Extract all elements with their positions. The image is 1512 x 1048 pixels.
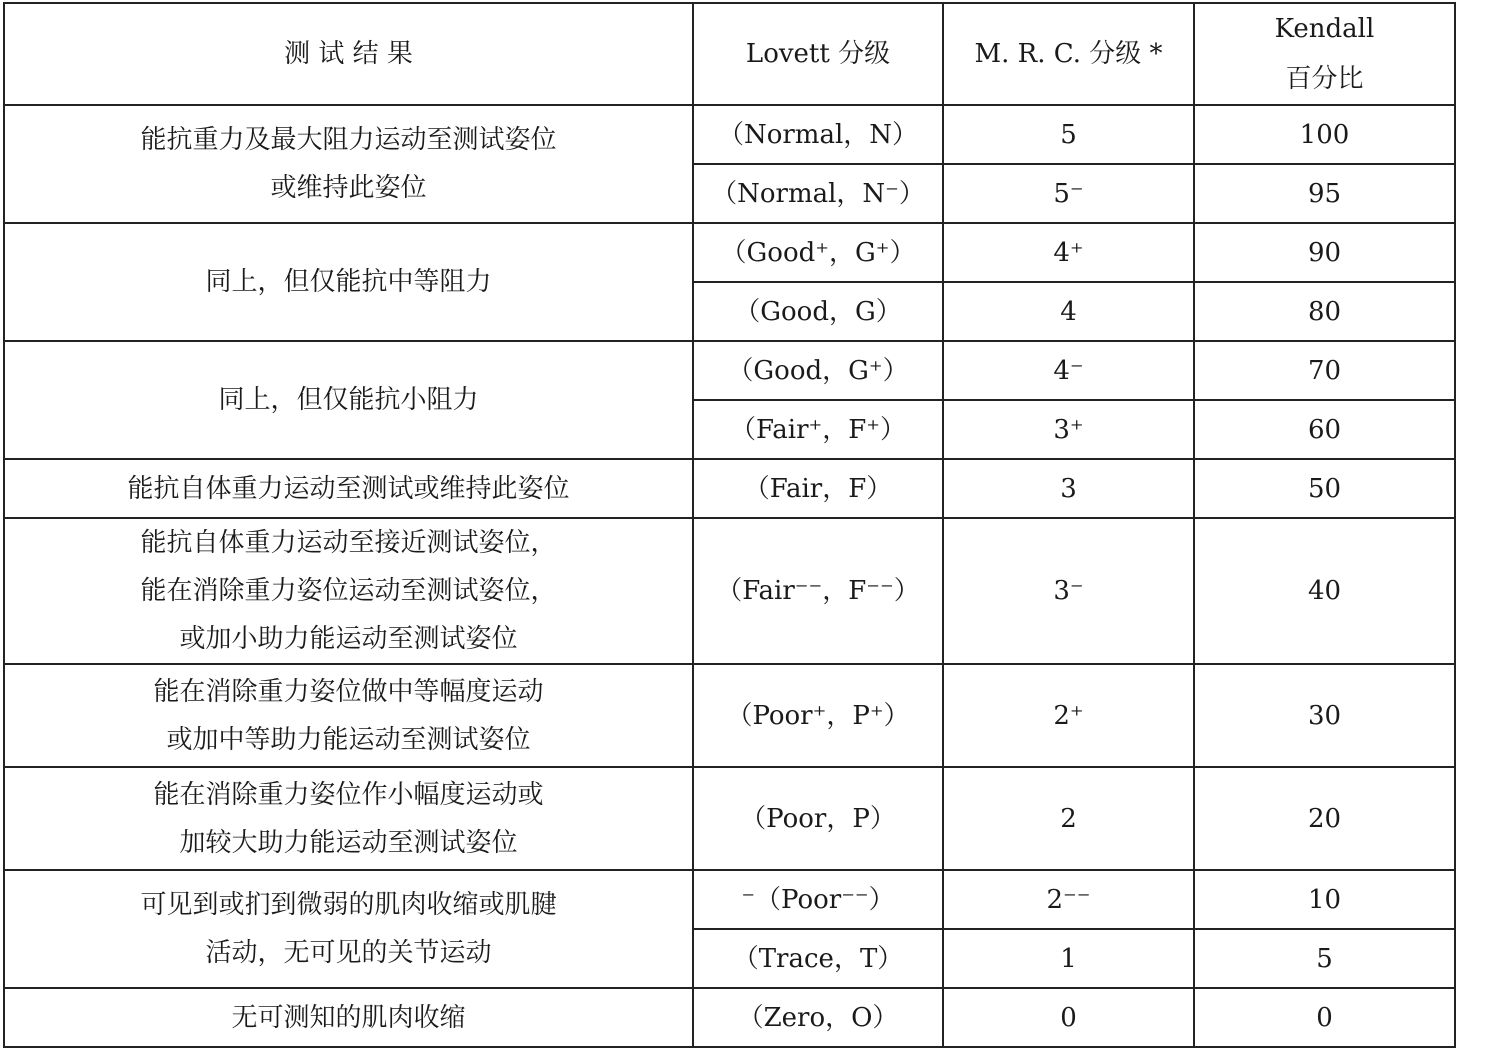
table-row: [4, 988, 1455, 1047]
kendall-cell: 40: [1194, 518, 1455, 664]
test-result-cell: 能在消除重力姿位作小幅度运动或 加较大助力能运动至测试姿位: [4, 767, 693, 870]
header-lovett-grade: Lovett 分级: [693, 3, 943, 105]
lovett-cell: （Poor，P）: [693, 767, 943, 870]
lovett-cell: （Trace，T）: [693, 929, 943, 988]
kendall-cell: 95: [1194, 164, 1455, 223]
table-row: [4, 664, 1455, 767]
mrc-cell: 3: [943, 459, 1194, 518]
table-row: [4, 223, 1455, 282]
test-result-cell: 能抗重力及最大阻力运动至测试姿位 或维持此姿位: [4, 105, 693, 223]
mrc-cell: 4⁻: [943, 341, 1194, 400]
lovett-cell: （Normal，N⁻）: [693, 164, 943, 223]
muscle-grading-table: [3, 2, 1456, 1048]
lovett-cell: ⁻（Poor⁻⁻）: [693, 870, 943, 929]
test-result-cell: 能抗自体重力运动至测试或维持此姿位: [4, 459, 693, 518]
test-result-cell: 无可测知的肌肉收缩: [4, 988, 693, 1047]
kendall-cell: 60: [1194, 400, 1455, 459]
lovett-cell: （Good，G⁺）: [693, 341, 943, 400]
lovett-cell: （Poor⁺，P⁺）: [693, 664, 943, 767]
mrc-cell: 2⁺: [943, 664, 1194, 767]
table-row: [4, 767, 1455, 870]
table-row: [4, 341, 1455, 400]
table-row: [4, 870, 1455, 929]
kendall-cell: 70: [1194, 341, 1455, 400]
mrc-cell: 3⁻: [943, 518, 1194, 664]
header-mrc-grade: M. R. C. 分级 *: [943, 3, 1194, 105]
kendall-cell: 100: [1194, 105, 1455, 164]
header-row: [4, 3, 1455, 105]
mrc-cell: 4⁺: [943, 223, 1194, 282]
kendall-cell: 90: [1194, 223, 1455, 282]
mrc-cell: 5⁻: [943, 164, 1194, 223]
lovett-cell: （Fair⁺，F⁺）: [693, 400, 943, 459]
header-test-result: 测 试 结 果: [4, 3, 693, 105]
kendall-cell: 0: [1194, 988, 1455, 1047]
mrc-cell: 2: [943, 767, 1194, 870]
kendall-cell: 50: [1194, 459, 1455, 518]
lovett-cell: （Normal，N）: [693, 105, 943, 164]
header-kendall-percent: Kendall 百分比: [1194, 3, 1455, 105]
kendall-cell: 30: [1194, 664, 1455, 767]
mrc-cell: 2⁻⁻: [943, 870, 1194, 929]
lovett-cell: （Good⁺，G⁺）: [693, 223, 943, 282]
test-result-cell: 同上，但仅能抗小阻力: [4, 341, 693, 459]
kendall-cell: 5: [1194, 929, 1455, 988]
mrc-cell: 0: [943, 988, 1194, 1047]
kendall-cell: 20: [1194, 767, 1455, 870]
mrc-cell: 1: [943, 929, 1194, 988]
test-result-cell: 能在消除重力姿位做中等幅度运动 或加中等助力能运动至测试姿位: [4, 664, 693, 767]
mrc-cell: 4: [943, 282, 1194, 341]
lovett-cell: （Fair⁻⁻，F⁻⁻）: [693, 518, 943, 664]
lovett-cell: （Good，G）: [693, 282, 943, 341]
table-row: [4, 518, 1455, 664]
kendall-cell: 80: [1194, 282, 1455, 341]
mrc-cell: 5: [943, 105, 1194, 164]
table-row: [4, 105, 1455, 164]
test-result-cell: 能抗自体重力运动至接近测试姿位， 能在消除重力姿位运动至测试姿位， 或加小助力能运动至测试姿位: [4, 518, 693, 664]
kendall-cell: 10: [1194, 870, 1455, 929]
test-result-cell: 可见到或扪到微弱的肌肉收缩或肌腱 活动，无可见的关节运动: [4, 870, 693, 988]
test-result-cell: 同上，但仅能抗中等阻力: [4, 223, 693, 341]
lovett-cell: （Zero，O）: [693, 988, 943, 1047]
mrc-cell: 3⁺: [943, 400, 1194, 459]
lovett-cell: （Fair，F）: [693, 459, 943, 518]
table-row: [4, 459, 1455, 518]
muscle-grading-table-wrapper: [3, 2, 1456, 1048]
